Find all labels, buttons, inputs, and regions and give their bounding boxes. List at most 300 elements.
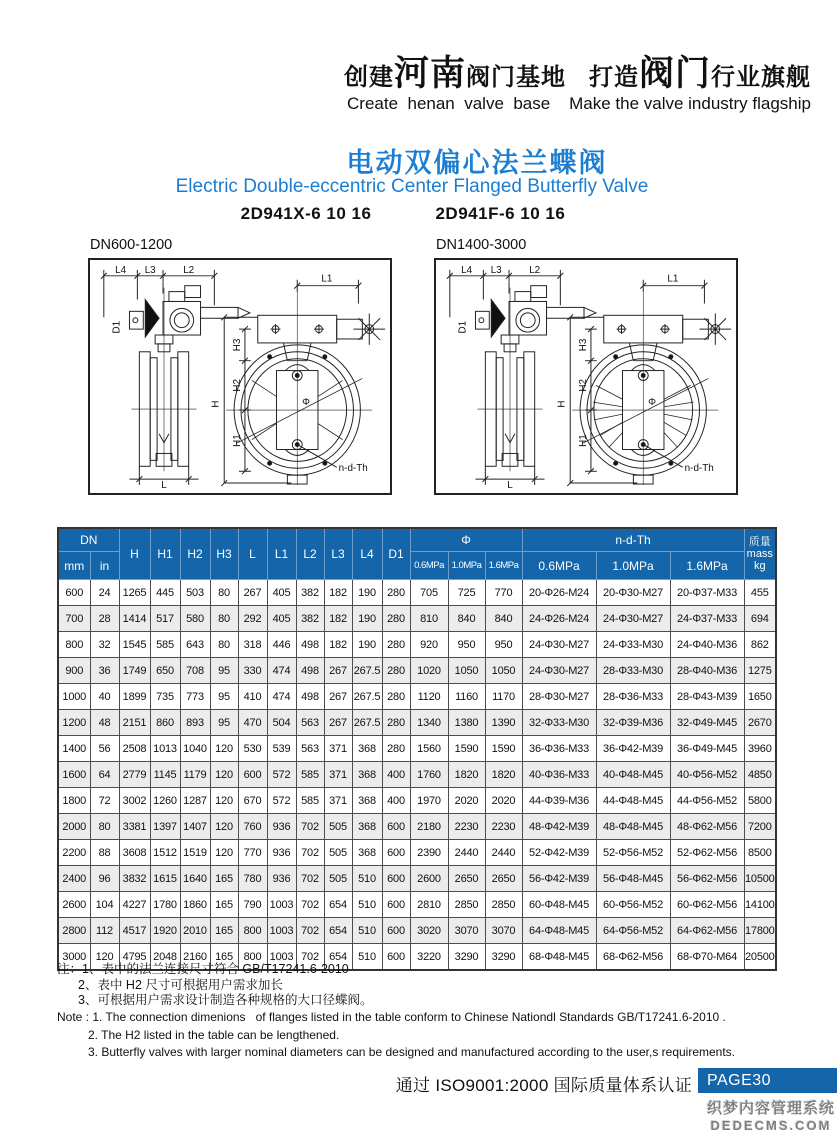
table-cell: 1650	[744, 684, 776, 710]
table-cell: 1590	[448, 736, 485, 762]
table-cell: 1640	[180, 866, 210, 892]
table-cell: 267	[238, 580, 267, 606]
table-cell: 4517	[119, 918, 150, 944]
table-cell: 654	[324, 892, 352, 918]
model-number-x: 2D941X-6 10 16	[240, 204, 372, 223]
table-cell: 702	[296, 944, 324, 971]
table-cell: 860	[150, 710, 180, 736]
table-cell: 3220	[410, 944, 448, 971]
col-header-l1: L1	[267, 528, 296, 580]
table-cell: 32-Φ33-M30	[522, 710, 596, 736]
table-cell: 780	[238, 866, 267, 892]
table-body	[58, 580, 776, 971]
table-cell: 17800	[744, 918, 776, 944]
table-cell: 1414	[119, 606, 150, 632]
table-cell: 445	[150, 580, 180, 606]
table-row	[58, 866, 776, 892]
table-cell: 24-Φ37-M33	[670, 606, 744, 632]
phi-col-16mpa: 1.6MPa	[485, 552, 522, 580]
table-cell: 1340	[410, 710, 448, 736]
table-cell: 3960	[744, 736, 776, 762]
notes-chinese	[57, 962, 372, 1009]
table-row	[58, 710, 776, 736]
dim-label-d1: D1	[457, 320, 469, 334]
table-cell: 840	[448, 606, 485, 632]
table-cell: 40	[90, 684, 119, 710]
table-cell: 10500	[744, 866, 776, 892]
table-cell: 400	[382, 788, 410, 814]
col-header-dn: DN	[58, 528, 119, 552]
table-row	[58, 684, 776, 710]
table-cell: 1179	[180, 762, 210, 788]
table-cell: 1020	[410, 658, 448, 684]
table-cell: 120	[210, 788, 238, 814]
table-cell: 4227	[119, 892, 150, 918]
table-cell: 2390	[410, 840, 448, 866]
ndth-col-16mpa: 1.6MPa	[670, 552, 744, 580]
table-cell: 705	[410, 580, 448, 606]
table-cell: 2508	[119, 736, 150, 762]
table-cell: 2850	[485, 892, 522, 918]
table-cell: 1512	[150, 840, 180, 866]
table-cell: 280	[382, 684, 410, 710]
brand-cn-part: 创建	[343, 64, 394, 91]
table-cell: 2230	[448, 814, 485, 840]
table-cell: 52-Φ56-M52	[596, 840, 670, 866]
table-cell: 1003	[267, 918, 296, 944]
table-cell: 24-Φ30-M27	[596, 606, 670, 632]
table-cell: 2151	[119, 710, 150, 736]
table-cell: 60-Φ56-M52	[596, 892, 670, 918]
table-cell: 2020	[485, 788, 522, 814]
table-cell: 810	[410, 606, 448, 632]
table-cell: 3000	[58, 944, 90, 971]
model-numbers	[0, 204, 806, 224]
table-cell: 1013	[150, 736, 180, 762]
table-cell: 165	[210, 918, 238, 944]
table-row	[58, 840, 776, 866]
table-cell: 580	[180, 606, 210, 632]
table-cell: 68-Φ48-M45	[522, 944, 596, 971]
table-cell: 3381	[119, 814, 150, 840]
table-cell: 670	[238, 788, 267, 814]
table-cell: 52-Φ42-M39	[522, 840, 596, 866]
table-cell: 371	[324, 736, 352, 762]
table-cell: 936	[267, 840, 296, 866]
table-cell: 2779	[119, 762, 150, 788]
table-cell: 600	[382, 840, 410, 866]
note-cn-1: 注：1、表中的法兰连接尺寸符合 GB/T17241.6-2010	[57, 962, 349, 976]
dim-label-phi: Φ	[302, 397, 311, 409]
table-cell: 20-Φ37-M33	[670, 580, 744, 606]
note-en-3: 3. Butterfly valves with larger nominal diameters can be designed and manufactured according to the user,s requirements.	[88, 1045, 736, 1059]
table-row	[58, 632, 776, 658]
table-cell: 56-Φ48-M45	[596, 866, 670, 892]
table-cell: 600	[382, 918, 410, 944]
table-cell: 517	[150, 606, 180, 632]
table-cell: 572	[267, 788, 296, 814]
dim-label-l1: L1	[321, 273, 333, 285]
table-cell: 702	[296, 866, 324, 892]
dim-label-l3: L3	[490, 264, 502, 276]
table-cell: 80	[210, 606, 238, 632]
table-cell: 165	[210, 866, 238, 892]
table-cell: 2000	[58, 814, 90, 840]
table-cell: 725	[448, 580, 485, 606]
table-cell: 1615	[150, 866, 180, 892]
table-cell: 371	[324, 788, 352, 814]
table-cell: 28-Φ43-M39	[670, 684, 744, 710]
table-cell: 770	[485, 580, 522, 606]
table-cell: 280	[382, 736, 410, 762]
table-cell: 368	[352, 814, 382, 840]
table-cell: 95	[210, 684, 238, 710]
table-cell: 68-Φ70-M64	[670, 944, 744, 971]
dim-label-l1: L1	[667, 273, 679, 285]
phi-col-06mpa: 0.6MPa	[410, 552, 448, 580]
table-cell: 190	[352, 632, 382, 658]
table-cell: 80	[210, 632, 238, 658]
table-cell: 2850	[448, 892, 485, 918]
table-cell: 2230	[485, 814, 522, 840]
table-cell: 510	[352, 866, 382, 892]
table-cell: 1050	[485, 658, 522, 684]
table-cell: 28	[90, 606, 119, 632]
table-cell: 1590	[485, 736, 522, 762]
table-cell: 600	[382, 866, 410, 892]
table-cell: 371	[324, 762, 352, 788]
brand-cn-part: 行业旗舰	[711, 64, 811, 91]
table-cell: 1000	[58, 684, 90, 710]
table-row	[58, 606, 776, 632]
table-cell: 36-Φ36-M33	[522, 736, 596, 762]
watermark-line-en: DEDECMS.COM	[710, 1118, 832, 1133]
table-cell: 405	[267, 580, 296, 606]
table-cell: 292	[238, 606, 267, 632]
table-cell: 1400	[58, 736, 90, 762]
table-cell: 643	[180, 632, 210, 658]
table-cell: 790	[238, 892, 267, 918]
table-cell: 44-Φ48-M45	[596, 788, 670, 814]
table-cell: 1003	[267, 892, 296, 918]
table-cell: 80	[90, 814, 119, 840]
table-cell: 1120	[410, 684, 448, 710]
table-cell: 14100	[744, 892, 776, 918]
table-cell: 120	[90, 944, 119, 971]
table-cell: 44-Φ56-M52	[670, 788, 744, 814]
table-cell: 470	[238, 710, 267, 736]
table-cell: 2400	[58, 866, 90, 892]
table-cell: 2440	[485, 840, 522, 866]
table-cell: 112	[90, 918, 119, 944]
table-cell: 190	[352, 580, 382, 606]
table-row	[58, 580, 776, 606]
table-cell: 654	[324, 944, 352, 971]
table-cell: 120	[210, 762, 238, 788]
table-cell: 600	[382, 814, 410, 840]
table-cell: 68-Φ62-M56	[596, 944, 670, 971]
table-cell: 770	[238, 840, 267, 866]
phi-col-10mpa: 1.0MPa	[448, 552, 485, 580]
table-cell: 96	[90, 866, 119, 892]
table-cell: 2670	[744, 710, 776, 736]
mass-unit: kg	[753, 560, 766, 572]
table-cell: 267	[324, 710, 352, 736]
table-cell: 893	[180, 710, 210, 736]
table-cell: 800	[238, 944, 267, 971]
brand-header	[344, 52, 811, 114]
dim-label-h: H	[556, 400, 568, 408]
model-number-f: 2D941F-6 10 16	[435, 204, 566, 223]
table-cell: 702	[296, 918, 324, 944]
dim-label-l3: L3	[144, 264, 156, 276]
table-cell: 36-Φ42-M39	[596, 736, 670, 762]
table-cell: 1899	[119, 684, 150, 710]
table-cell: 40-Φ36-M33	[522, 762, 596, 788]
table-cell: 60-Φ62-M56	[670, 892, 744, 918]
table-cell: 510	[352, 892, 382, 918]
table-cell: 1390	[485, 710, 522, 736]
table-cell: 48-Φ62-M56	[670, 814, 744, 840]
table-cell: 120	[210, 736, 238, 762]
table-cell: 2600	[410, 866, 448, 892]
table-cell: 2440	[448, 840, 485, 866]
table-cell: 20-Φ30-M27	[596, 580, 670, 606]
table-cell: 24-Φ26-M24	[522, 606, 596, 632]
table-cell: 1920	[150, 918, 180, 944]
table-cell: 585	[296, 762, 324, 788]
table-cell: 700	[58, 606, 90, 632]
table-cell: 3070	[448, 918, 485, 944]
dim-label-h1: H1	[232, 434, 243, 447]
table-cell: 1287	[180, 788, 210, 814]
table-cell: 702	[296, 840, 324, 866]
table-cell: 7200	[744, 814, 776, 840]
table-cell: 64-Φ48-M45	[522, 918, 596, 944]
table-cell: 267.5	[352, 710, 382, 736]
product-title-cn: 电动双偏心法兰蝶阀	[346, 148, 608, 178]
table-cell: 1380	[448, 710, 485, 736]
table-cell: 600	[382, 892, 410, 918]
table-cell: 563	[296, 736, 324, 762]
table-cell: 1145	[150, 762, 180, 788]
table-cell: 280	[382, 658, 410, 684]
table-cell: 585	[296, 788, 324, 814]
ndth-col-10mpa: 1.0MPa	[596, 552, 670, 580]
col-header-d1: D1	[382, 528, 410, 580]
table-cell: 510	[352, 944, 382, 971]
table-cell: 4795	[119, 944, 150, 971]
table-cell: 182	[324, 606, 352, 632]
dim-label-h1: H1	[578, 434, 589, 447]
table-cell: 950	[448, 632, 485, 658]
table-cell: 694	[744, 606, 776, 632]
table-cell: 20-Φ26-M24	[522, 580, 596, 606]
table-cell: 920	[410, 632, 448, 658]
table-cell: 563	[296, 710, 324, 736]
table-cell: 474	[267, 658, 296, 684]
table-cell: 760	[238, 814, 267, 840]
table-cell: 280	[382, 710, 410, 736]
drawing-group-dn600-1200	[88, 237, 392, 495]
technical-drawing-dn1400-3000	[434, 258, 738, 495]
table-cell: 3832	[119, 866, 150, 892]
table-cell: 24	[90, 580, 119, 606]
table-cell: 1170	[485, 684, 522, 710]
table-cell: 498	[296, 658, 324, 684]
col-header-in: in	[90, 552, 119, 580]
drawing-title-right: DN1400-3000	[436, 237, 527, 253]
table-cell: 2810	[410, 892, 448, 918]
table-cell: 32-Φ39-M36	[596, 710, 670, 736]
note-en-1: Note : 1. The connection dimenions of flanges listed in the table conform to Chinese Nationdl Standards GB/T17241.6-2010 .	[57, 1010, 726, 1024]
table-cell: 48	[90, 710, 119, 736]
col-header-h1: H1	[150, 528, 180, 580]
dim-label-h2: H2	[578, 379, 589, 392]
note-en-2: 2. The H2 listed in the table can be lengthened.	[88, 1027, 340, 1042]
mass-label-cn: 质量	[748, 536, 771, 548]
table-cell: 8500	[744, 840, 776, 866]
table-cell: 446	[267, 632, 296, 658]
table-cell: 530	[238, 736, 267, 762]
table-cell: 510	[352, 918, 382, 944]
table-cell: 280	[382, 580, 410, 606]
brand-cn-part-big: 河南	[393, 54, 466, 93]
table-cell: 505	[324, 866, 352, 892]
table-cell: 654	[324, 918, 352, 944]
table-cell: 600	[238, 762, 267, 788]
table-cell: 2650	[485, 866, 522, 892]
cms-watermark	[707, 1097, 835, 1133]
table-cell: 1760	[410, 762, 448, 788]
table-cell: 1820	[485, 762, 522, 788]
table-cell: 900	[58, 658, 90, 684]
col-header-h3: H3	[210, 528, 238, 580]
table-cell: 182	[324, 580, 352, 606]
table-cell: 773	[180, 684, 210, 710]
table-cell: 88	[90, 840, 119, 866]
table-cell: 936	[267, 814, 296, 840]
dim-label-l: L	[161, 479, 167, 489]
table-cell: 48-Φ48-M45	[596, 814, 670, 840]
table-cell: 498	[296, 684, 324, 710]
table-cell: 382	[296, 606, 324, 632]
table-cell: 539	[267, 736, 296, 762]
col-header-l4: L4	[352, 528, 382, 580]
table-cell: 165	[210, 944, 238, 971]
table-cell: 800	[238, 918, 267, 944]
table-cell: 1860	[180, 892, 210, 918]
table-cell: 950	[485, 632, 522, 658]
ndth-col-06mpa: 0.6MPa	[522, 552, 596, 580]
note-cn-2: 2、表中 H2 尺寸可根据用户需求加长	[78, 977, 283, 992]
table-cell: 330	[238, 658, 267, 684]
dim-label-l4: L4	[461, 264, 473, 276]
dim-label-h: H	[210, 400, 222, 408]
table-cell: 5800	[744, 788, 776, 814]
table-cell: 368	[352, 840, 382, 866]
col-header-h: H	[119, 528, 150, 580]
table-cell: 1800	[58, 788, 90, 814]
table-cell: 503	[180, 580, 210, 606]
notes-english	[57, 1009, 735, 1062]
drawing-group-dn1400-3000	[434, 237, 738, 495]
dim-label-l: L	[507, 479, 513, 489]
table-cell: 20500	[744, 944, 776, 971]
table-cell: 80	[210, 580, 238, 606]
table-cell: 405	[267, 606, 296, 632]
dim-label-h3: H3	[578, 338, 589, 352]
table-cell: 190	[352, 606, 382, 632]
table-cell: 95	[210, 658, 238, 684]
table-cell: 840	[485, 606, 522, 632]
table-cell: 36-Φ49-M45	[670, 736, 744, 762]
table-cell: 40-Φ48-M45	[596, 762, 670, 788]
table-cell: 400	[382, 762, 410, 788]
table-cell: 1749	[119, 658, 150, 684]
table-cell: 2020	[448, 788, 485, 814]
watermark-line-cn: 织梦内容管理系统	[706, 1100, 835, 1117]
table-cell: 267.5	[352, 658, 382, 684]
table-cell: 368	[352, 762, 382, 788]
table-row	[58, 892, 776, 918]
table-cell: 182	[324, 632, 352, 658]
table-cell: 2180	[410, 814, 448, 840]
table-cell: 3290	[448, 944, 485, 971]
table-cell: 280	[382, 632, 410, 658]
technical-drawing-dn600-1200	[88, 258, 392, 495]
table-cell: 2800	[58, 918, 90, 944]
col-header-mm: mm	[58, 552, 90, 580]
table-cell: 1545	[119, 632, 150, 658]
table-cell: 1200	[58, 710, 90, 736]
dim-label-d1: D1	[111, 320, 123, 334]
table-cell: 3002	[119, 788, 150, 814]
brand-cn-part-big: 阀门	[638, 54, 711, 93]
table-cell: 1275	[744, 658, 776, 684]
col-header-l: L	[238, 528, 267, 580]
table-cell: 2048	[150, 944, 180, 971]
col-header-phi: Φ	[410, 528, 522, 552]
valve-drawing-svg	[436, 260, 736, 489]
table-cell: 40-Φ56-M52	[670, 762, 744, 788]
brand-slogan-en: Create henan valve base Make the valve industry flagship	[347, 94, 811, 113]
table-cell: 1407	[180, 814, 210, 840]
table-cell: 24-Φ40-M36	[670, 632, 744, 658]
table-cell: 3070	[485, 918, 522, 944]
table-cell: 2160	[180, 944, 210, 971]
table-cell: 1600	[58, 762, 90, 788]
table-cell: 600	[382, 944, 410, 971]
table-cell: 1970	[410, 788, 448, 814]
table-cell: 1820	[448, 762, 485, 788]
col-header-h2: H2	[180, 528, 210, 580]
table-cell: 936	[267, 866, 296, 892]
table-cell: 455	[744, 580, 776, 606]
table-cell: 1160	[448, 684, 485, 710]
dim-label-l2: L2	[529, 264, 541, 276]
table-cell: 64-Φ62-M56	[670, 918, 744, 944]
table-cell: 36	[90, 658, 119, 684]
table-cell: 48-Φ42-M39	[522, 814, 596, 840]
table-cell: 267	[324, 684, 352, 710]
table-cell: 585	[150, 632, 180, 658]
table-cell: 72	[90, 788, 119, 814]
table-cell: 600	[58, 580, 90, 606]
table-cell: 702	[296, 892, 324, 918]
iso-certification-text: 通过 ISO9001:2000 国际质量体系认证	[395, 1076, 692, 1095]
table-row	[58, 658, 776, 684]
